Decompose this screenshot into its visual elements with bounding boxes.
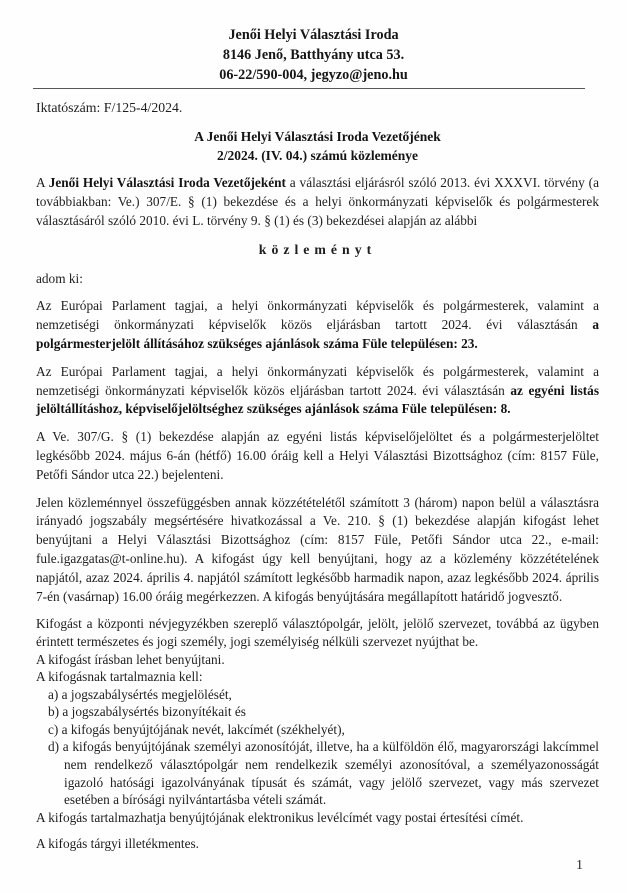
- announcement-word: közleményt: [258, 241, 377, 257]
- issue-clause: adom ki:: [36, 270, 83, 286]
- paragraph-mayor-bold: a polgármesterjelölt állításához szükséges ajánlások száma Füle településen: 23.: [36, 317, 599, 351]
- document-title: [36, 128, 599, 166]
- letterhead-address: 8146 Jenő, Batthyány utca 53.: [222, 47, 405, 63]
- complaint-section: [36, 615, 599, 826]
- paragraph-individual-list: [36, 363, 599, 419]
- letterhead-office-name: Jenői Helyi Választási Iroda: [228, 27, 399, 43]
- intro-post: a választási eljárásról szóló 2013. évi XXXVI. törvény (a továbbiakban: Ve.) 307/E. § (1) bekezdése és a helyi önkormányzati képviselők és polgármesterek választásáról szóló 2010. évi L. törvény 9. § (1) és (3) bekezdései alapján az alábbi: [36, 175, 599, 228]
- page-number: 1: [576, 858, 583, 873]
- intro-pre: A: [36, 175, 49, 191]
- complaint-who: Kifogást a központi névjegyzékben szereplő választópolgár, jelölt, jelölő szervezet, továbbá az ügyben érintett természetes és jogi személy, jogi személyiség nélküli szervezet nyújthat be.: [36, 616, 599, 649]
- letterhead-contact: 06-22/590-004, jegyzo@jeno.hu: [219, 67, 408, 83]
- paragraph-mayor-candidate: [36, 297, 599, 353]
- paragraph-mayor-normal: Az Európai Parlament tagjai, a helyi önkormányzati képviselők és polgármesterek, valamint a nemzetiségi önkormányzati képviselők közös eljárásban tartott 2024. évi választásán: [36, 298, 599, 333]
- complaint-item-d: d) a kifogás benyújtójának személyi azonosítóját, illetve, ha a külföldön élő, magyarországi lakcímmel nem rendelkező választópolgár nem rendelkezik személyi azonosítóval, a személyazonosságát igazoló hatósági igazolványának típusát és számát, vagy jelölő szervezet, vagy más szervezet esetében a bírósági nyilvántartásba vételi számát.: [48, 739, 599, 808]
- document-body: [0, 99, 627, 854]
- complaint-item-c: c) a kifogás benyújtójának nevét, lakcímét (székhelyét),: [48, 721, 345, 737]
- intro-paragraph: [36, 174, 599, 230]
- complaint-written: A kifogást írásban lehet benyújtani.: [36, 651, 225, 667]
- letterhead: [0, 0, 627, 85]
- complaint-optional: A kifogás tartalmazhatja benyújtójának elektronikus levélcímét vagy postai értesítési címét.: [36, 809, 524, 825]
- complaint-items-list: [36, 686, 599, 809]
- paragraph-individual-bold: az egyéni listás jelöltállításhoz, képviselőjelöltséghez szükséges ajánlások száma Füle településen: 8.: [36, 382, 600, 417]
- complaint-item-b: b) a jogszabálysértés bizonyítékait és: [48, 704, 246, 720]
- paragraph-deadline: A Ve. 307/G. § (1) bekezdése alapján az egyéni listás képviselőjelöltet és a polgármesterjelöltet legkésőbb 2024. május 6-án (hétfő) 16.00 óráig kell a Helyi Választási Bizottsághoz (cím: 8157 Füle, Petőfi Sándor utca 22.) bejelenteni.: [36, 429, 599, 482]
- document-title-line1: A Jenői Helyi Választási Iroda Vezetőjének: [194, 128, 441, 144]
- document-title-line2: 2/2024. (IV. 04.) számú közleménye: [216, 147, 419, 163]
- paragraph-individual-normal: Az Európai Parlament tagjai, a helyi önkormányzati képviselők és polgármesterek, valamint a nemzetiségi önkormányzati képviselők közös eljárásban tartott 2024. évi választásán: [36, 363, 599, 398]
- header-divider: [33, 88, 585, 89]
- fee-note: A kifogás tárgyi illetékmentes.: [36, 836, 199, 852]
- complaint-item-a: a) a jogszabálysértés megjelölését,: [48, 686, 232, 702]
- complaint-must-contain: A kifogásnak tartalmaznia kell:: [36, 669, 203, 685]
- reference-number: Iktatószám: F/125-4/2024.: [36, 100, 183, 115]
- intro-bold-office-role: Jenői Helyi Választási Iroda Vezetőjeként: [48, 175, 286, 191]
- paragraph-objection: Jelen közleménnyel összefüggésben annak közzétételétől számított 3 (három) napon belül a választásra irányadó jogszabály megsértésére hivatkozással a Ve. 210. § (1) bekezdése alapján kifogást lehet benyújtani a Helyi Választási Bizottsághoz (cím: 8157 Füle, Petőfi Sándor utca 22., e-mail: fule.igazgatas@t-online.hu). A kifogást úgy kell benyújtani, hogy az a közlemény közzétételének napjától, azaz 2024. április 4. napjától számított legkésőbb harmadik napon, azaz legkésőbb 2024. április 7-én (vasárnap) 16.00 óráig megérkezzen. A kifogás benyújtására megállapított határidő jogvesztő.: [36, 494, 599, 604]
